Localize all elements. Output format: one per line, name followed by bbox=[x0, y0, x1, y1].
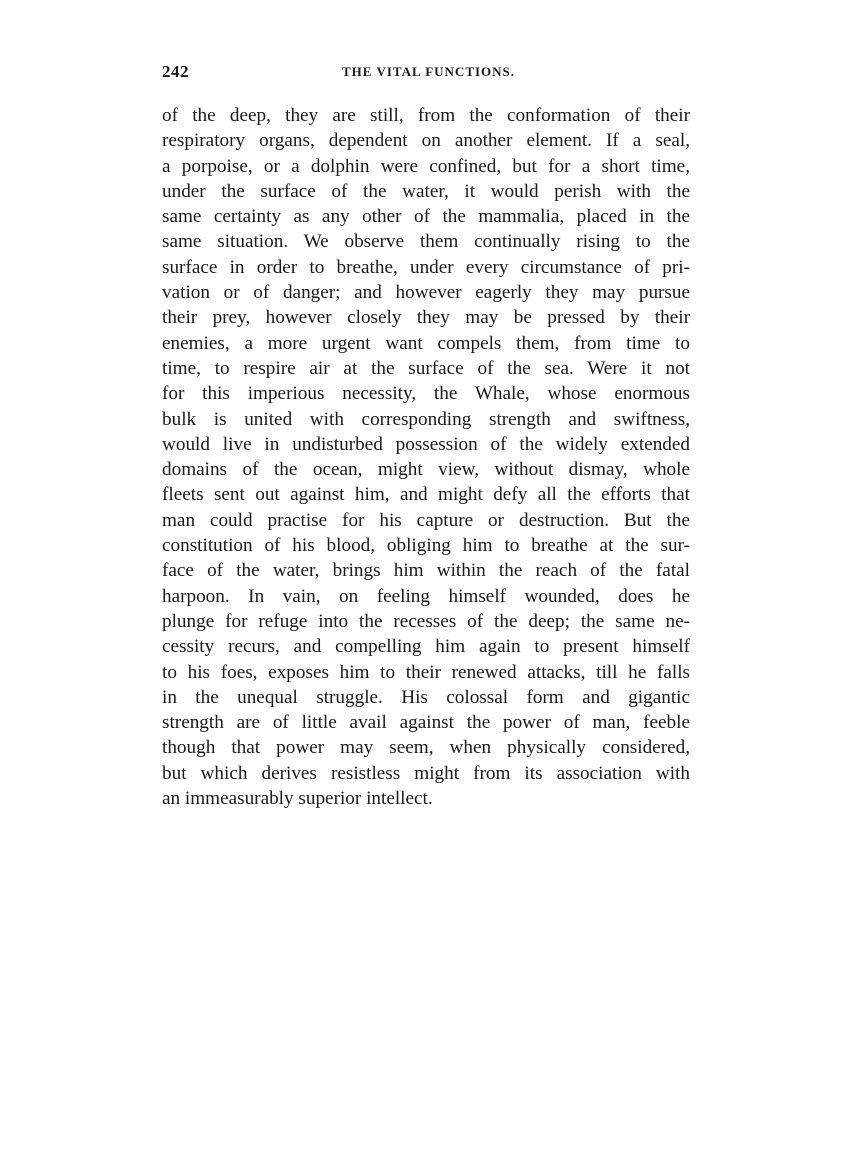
text-line: same certainty as any other of the mammalia, placed in the bbox=[162, 206, 690, 228]
text-line: man could practise for his capture or destruction. But the bbox=[162, 509, 690, 531]
text-line: of the deep, they are still, from the conformation of their bbox=[162, 105, 690, 126]
text-line: time, to respire air at the surface of the sea. Were it not bbox=[162, 357, 690, 379]
running-title: THE VITAL FUNCTIONS. bbox=[342, 64, 516, 79]
text-line: but which derives resistless might from its association with bbox=[162, 762, 690, 784]
page-number: 242 bbox=[162, 62, 189, 81]
text-line: respiratory organs, dependent on another element. If a seal, bbox=[162, 130, 690, 152]
text-line: a porpoise, or a dolphin were confined, but for a short time, bbox=[162, 155, 690, 177]
text-line: enemies, a more urgent want compels them, from time to bbox=[162, 332, 690, 354]
text-line: to his foes, exposes him to their renewed attacks, till he falls bbox=[162, 661, 690, 683]
text-line: would live in undisturbed possession of the widely extended bbox=[162, 433, 690, 455]
text-line: same situation. We observe them continually rising to the bbox=[162, 231, 690, 253]
text-line: surface in order to breathe, under every circumstance of pri- bbox=[162, 256, 690, 278]
text-line: plunge for refuge into the recesses of the deep; the same ne- bbox=[162, 610, 690, 632]
text-line: under the surface of the water, it would perish with the bbox=[162, 180, 690, 202]
text-line: though that power may seem, when physically considered, bbox=[162, 737, 690, 759]
text-line: face of the water, brings him within the reach of the fatal bbox=[162, 560, 690, 582]
text-line: cessity recurs, and compelling him again to present himself bbox=[162, 636, 690, 658]
text-line: vation or of danger; and however eagerly they may pursue bbox=[162, 282, 690, 304]
text-line: in the unequal struggle. His colossal form and gigantic bbox=[162, 686, 690, 708]
text-line: an immeasurably superior intellect. bbox=[162, 788, 433, 810]
text-line: fleets sent out against him, and might defy all the efforts that bbox=[162, 484, 690, 506]
body-paragraph bbox=[162, 103, 690, 811]
text-line: their prey, however closely they may be pressed by their bbox=[162, 307, 690, 329]
text-line: harpoon. In vain, on feeling himself wounded, does he bbox=[162, 585, 690, 607]
text-line: for this imperious necessity, the Whale, whose enormous bbox=[162, 383, 690, 405]
text-line: domains of the ocean, might view, without dismay, whole bbox=[162, 459, 690, 481]
text-line: bulk is united with corresponding strength and swiftness, bbox=[162, 408, 690, 430]
running-head bbox=[162, 62, 692, 86]
text-line: constitution of his blood, obliging him to breathe at the sur- bbox=[162, 535, 690, 557]
text-line: strength are of little avail against the power of man, feeble bbox=[162, 712, 690, 734]
